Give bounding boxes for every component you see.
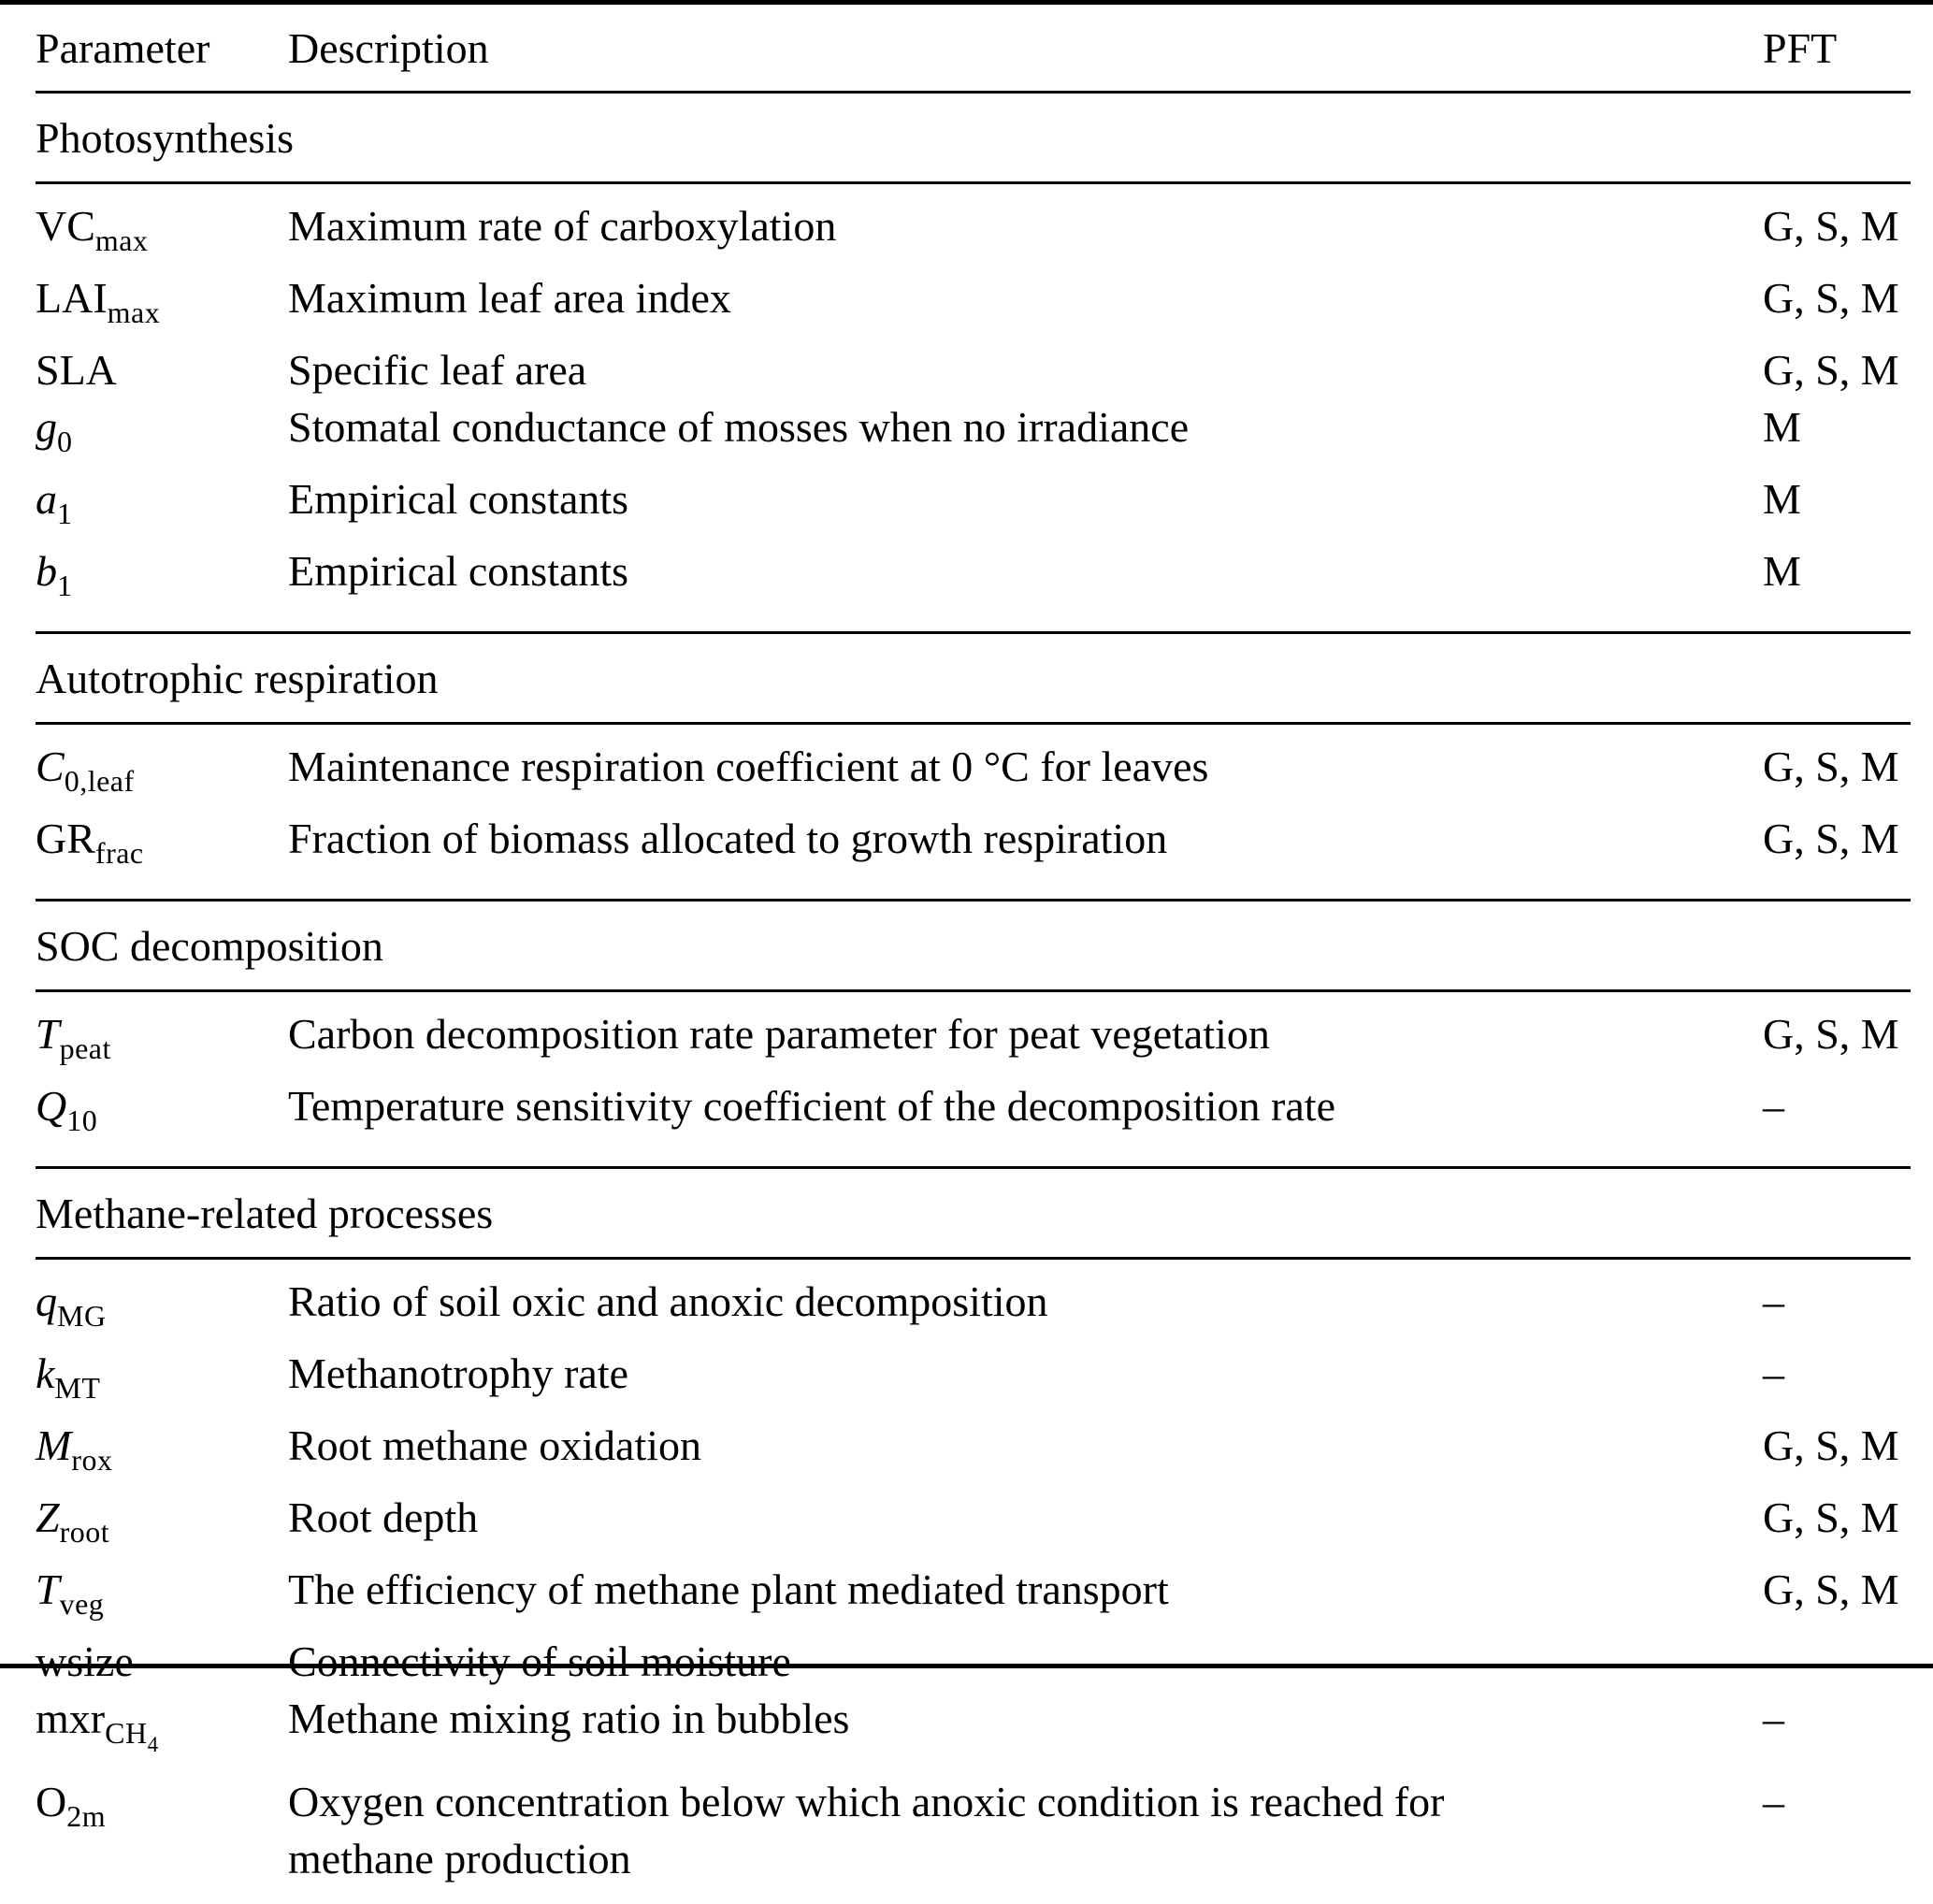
section-title: SOC decomposition — [36, 921, 383, 970]
symbol-base: Z — [36, 1493, 60, 1541]
parameter-symbol — [36, 398, 288, 470]
parameter-description: Temperature sensitivity coefficient of the decomposition rate — [288, 1082, 1335, 1130]
parameter-pft-value: G, S, M — [1763, 274, 1899, 322]
symbol-subscript: 4 — [147, 1733, 159, 1756]
section-body — [36, 181, 1911, 631]
symbol-base: b — [36, 547, 57, 595]
parameter-pft-value: – — [1763, 1637, 1784, 1685]
section-title: Methane-related processes — [36, 1189, 494, 1237]
parameter-description: Stomatal conductance of mosses when no irradiance — [288, 403, 1190, 451]
symbol-base: a — [36, 475, 57, 523]
parameter-pft-value: G, S, M — [1763, 1493, 1899, 1541]
section-body — [36, 722, 1911, 899]
parameter-pft-value: M — [1763, 475, 1801, 523]
symbol-base: T — [36, 1010, 60, 1058]
parameter-pft-value: – — [1763, 1082, 1784, 1130]
symbol-subscript: peat — [59, 1031, 111, 1065]
table-row — [36, 470, 1911, 542]
symbol-subscript: rox — [71, 1443, 113, 1477]
symbol-base: k — [36, 1349, 55, 1397]
parameter-pft-value: – — [1763, 1349, 1784, 1397]
parameter-description: Ratio of soil oxic and anoxic decomposition — [288, 1277, 1048, 1325]
table-row — [36, 1345, 1911, 1417]
parameter-symbol — [36, 1561, 288, 1633]
parameter-description: Maximum rate of carboxylation — [288, 202, 837, 250]
column-header-description: Description — [288, 23, 489, 72]
symbol-subscript: 0,leaf — [64, 764, 135, 798]
symbol-base: mxr — [36, 1695, 106, 1742]
parameter-description: Connectivity of soil moisture — [288, 1637, 791, 1685]
symbol-base: q — [36, 1277, 57, 1325]
parameter-pft-value: G, S, M — [1763, 743, 1899, 790]
parameter-description: Maintenance respiration coefficient at 0 °C for leaves — [288, 743, 1209, 790]
symbol-subscript: 1 — [57, 497, 73, 530]
table-row — [36, 1489, 1911, 1561]
table-section — [36, 1166, 1911, 1904]
symbol-base: M — [36, 1421, 72, 1469]
table-row — [36, 398, 1911, 470]
table-row — [36, 1417, 1911, 1489]
table-row — [36, 542, 1911, 614]
symbol-subscript: veg — [59, 1587, 105, 1621]
symbol-subscript: max — [107, 296, 161, 329]
parameter-pft-value: – — [1763, 1277, 1784, 1325]
symbol-base: VC — [36, 202, 95, 250]
table-row — [36, 197, 1911, 269]
parameter-description: Empirical constants — [288, 547, 629, 595]
parameter-pft-value: G, S, M — [1763, 815, 1899, 862]
parameter-symbol — [36, 1773, 288, 1845]
table-section — [36, 631, 1911, 899]
symbol-base: T — [36, 1565, 60, 1613]
parameter-symbol — [36, 341, 288, 398]
symbol-subscript: MG — [57, 1299, 107, 1333]
table-row — [36, 1773, 1911, 1887]
symbol-base: wsize — [36, 1637, 134, 1685]
table-row — [36, 810, 1911, 882]
parameter-symbol — [36, 1417, 288, 1489]
parameter-symbol — [36, 470, 288, 542]
parameter-pft-value: M — [1763, 547, 1801, 595]
symbol-subscript: 2m — [66, 1799, 107, 1833]
table-row — [36, 1633, 1911, 1690]
symbol-subscript: max — [94, 224, 149, 257]
parameter-description: Methane mixing ratio in bubbles — [288, 1695, 850, 1742]
parameter-description: Methanotrophy rate — [288, 1349, 629, 1397]
symbol-base: LAI — [36, 274, 108, 322]
parameter-symbol — [36, 1005, 288, 1077]
parameter-pft-value: G, S, M — [1763, 1421, 1899, 1469]
table-sections — [36, 91, 1911, 1904]
parameter-description: Fraction of biomass allocated to growth respiration — [288, 815, 1168, 862]
column-header-parameter: Parameter — [36, 23, 210, 72]
column-header-pft: PFT — [1763, 23, 1838, 72]
table-row — [36, 1561, 1911, 1633]
parameter-pft-value: G, S, M — [1763, 202, 1899, 250]
parameter-pft-value: – — [1763, 1695, 1784, 1742]
parameter-description: Oxygen concentration below which anoxic condition is reached for methane production — [288, 1778, 1445, 1882]
parameter-symbol — [36, 1690, 288, 1773]
parameter-symbol — [36, 542, 288, 614]
symbol-base: GR — [36, 815, 95, 862]
parameter-pft-value: G, S, M — [1763, 1010, 1899, 1058]
parameter-description: Specific leaf area — [288, 346, 587, 394]
symbol-subscript: MT — [54, 1371, 101, 1405]
parameter-symbol — [36, 1345, 288, 1417]
parameter-symbol — [36, 197, 288, 269]
table-row — [36, 1005, 1911, 1077]
table-row — [36, 1273, 1911, 1345]
parameter-symbol — [36, 1489, 288, 1561]
table-header-row — [36, 5, 1911, 91]
parameter-description: Root depth — [288, 1493, 479, 1541]
table-row — [36, 341, 1911, 398]
parameter-description: The efficiency of methane plant mediated transport — [288, 1565, 1169, 1613]
table-row — [36, 269, 1911, 341]
parameter-pft-value: G, S, M — [1763, 1565, 1899, 1613]
parameter-symbol — [36, 738, 288, 810]
symbol-subscript: frac — [94, 836, 144, 870]
symbol-base: SLA — [36, 346, 117, 394]
symbol-subscript: 1 — [57, 569, 73, 602]
symbol-base: C — [36, 743, 65, 790]
symbol-base: O — [36, 1778, 67, 1825]
symbol-subscript: 0 — [57, 425, 73, 458]
symbol-subscript: 10 — [66, 1103, 98, 1137]
section-title: Photosynthesis — [36, 113, 295, 162]
symbol-base: Q — [36, 1082, 67, 1130]
parameter-description: Carbon decomposition rate parameter for peat vegetation — [288, 1010, 1270, 1058]
parameter-description: Root methane oxidation — [288, 1421, 702, 1469]
symbol-base: g — [36, 403, 57, 451]
parameter-symbol — [36, 810, 288, 882]
table-row — [36, 1690, 1911, 1773]
symbol-subscript: CH — [105, 1716, 148, 1750]
parameter-pft-value: – — [1763, 1778, 1784, 1825]
parameter-symbol — [36, 1633, 288, 1690]
parameter-symbol — [36, 1077, 288, 1149]
table-section — [36, 899, 1911, 1166]
section-body — [36, 1257, 1911, 1904]
symbol-subscript: root — [59, 1515, 110, 1549]
parameter-pft-value: G, S, M — [1763, 346, 1899, 394]
table-section — [36, 91, 1911, 631]
parameter-symbol — [36, 1273, 288, 1345]
parameter-description: Maximum leaf area index — [288, 274, 731, 322]
table-row — [36, 1077, 1911, 1149]
parameter-description: Empirical constants — [288, 475, 629, 523]
parameter-pft-value: M — [1763, 403, 1801, 451]
section-title: Autotrophic respiration — [36, 654, 439, 702]
parameter-symbol — [36, 269, 288, 341]
section-body — [36, 989, 1911, 1166]
table-row — [36, 738, 1911, 810]
